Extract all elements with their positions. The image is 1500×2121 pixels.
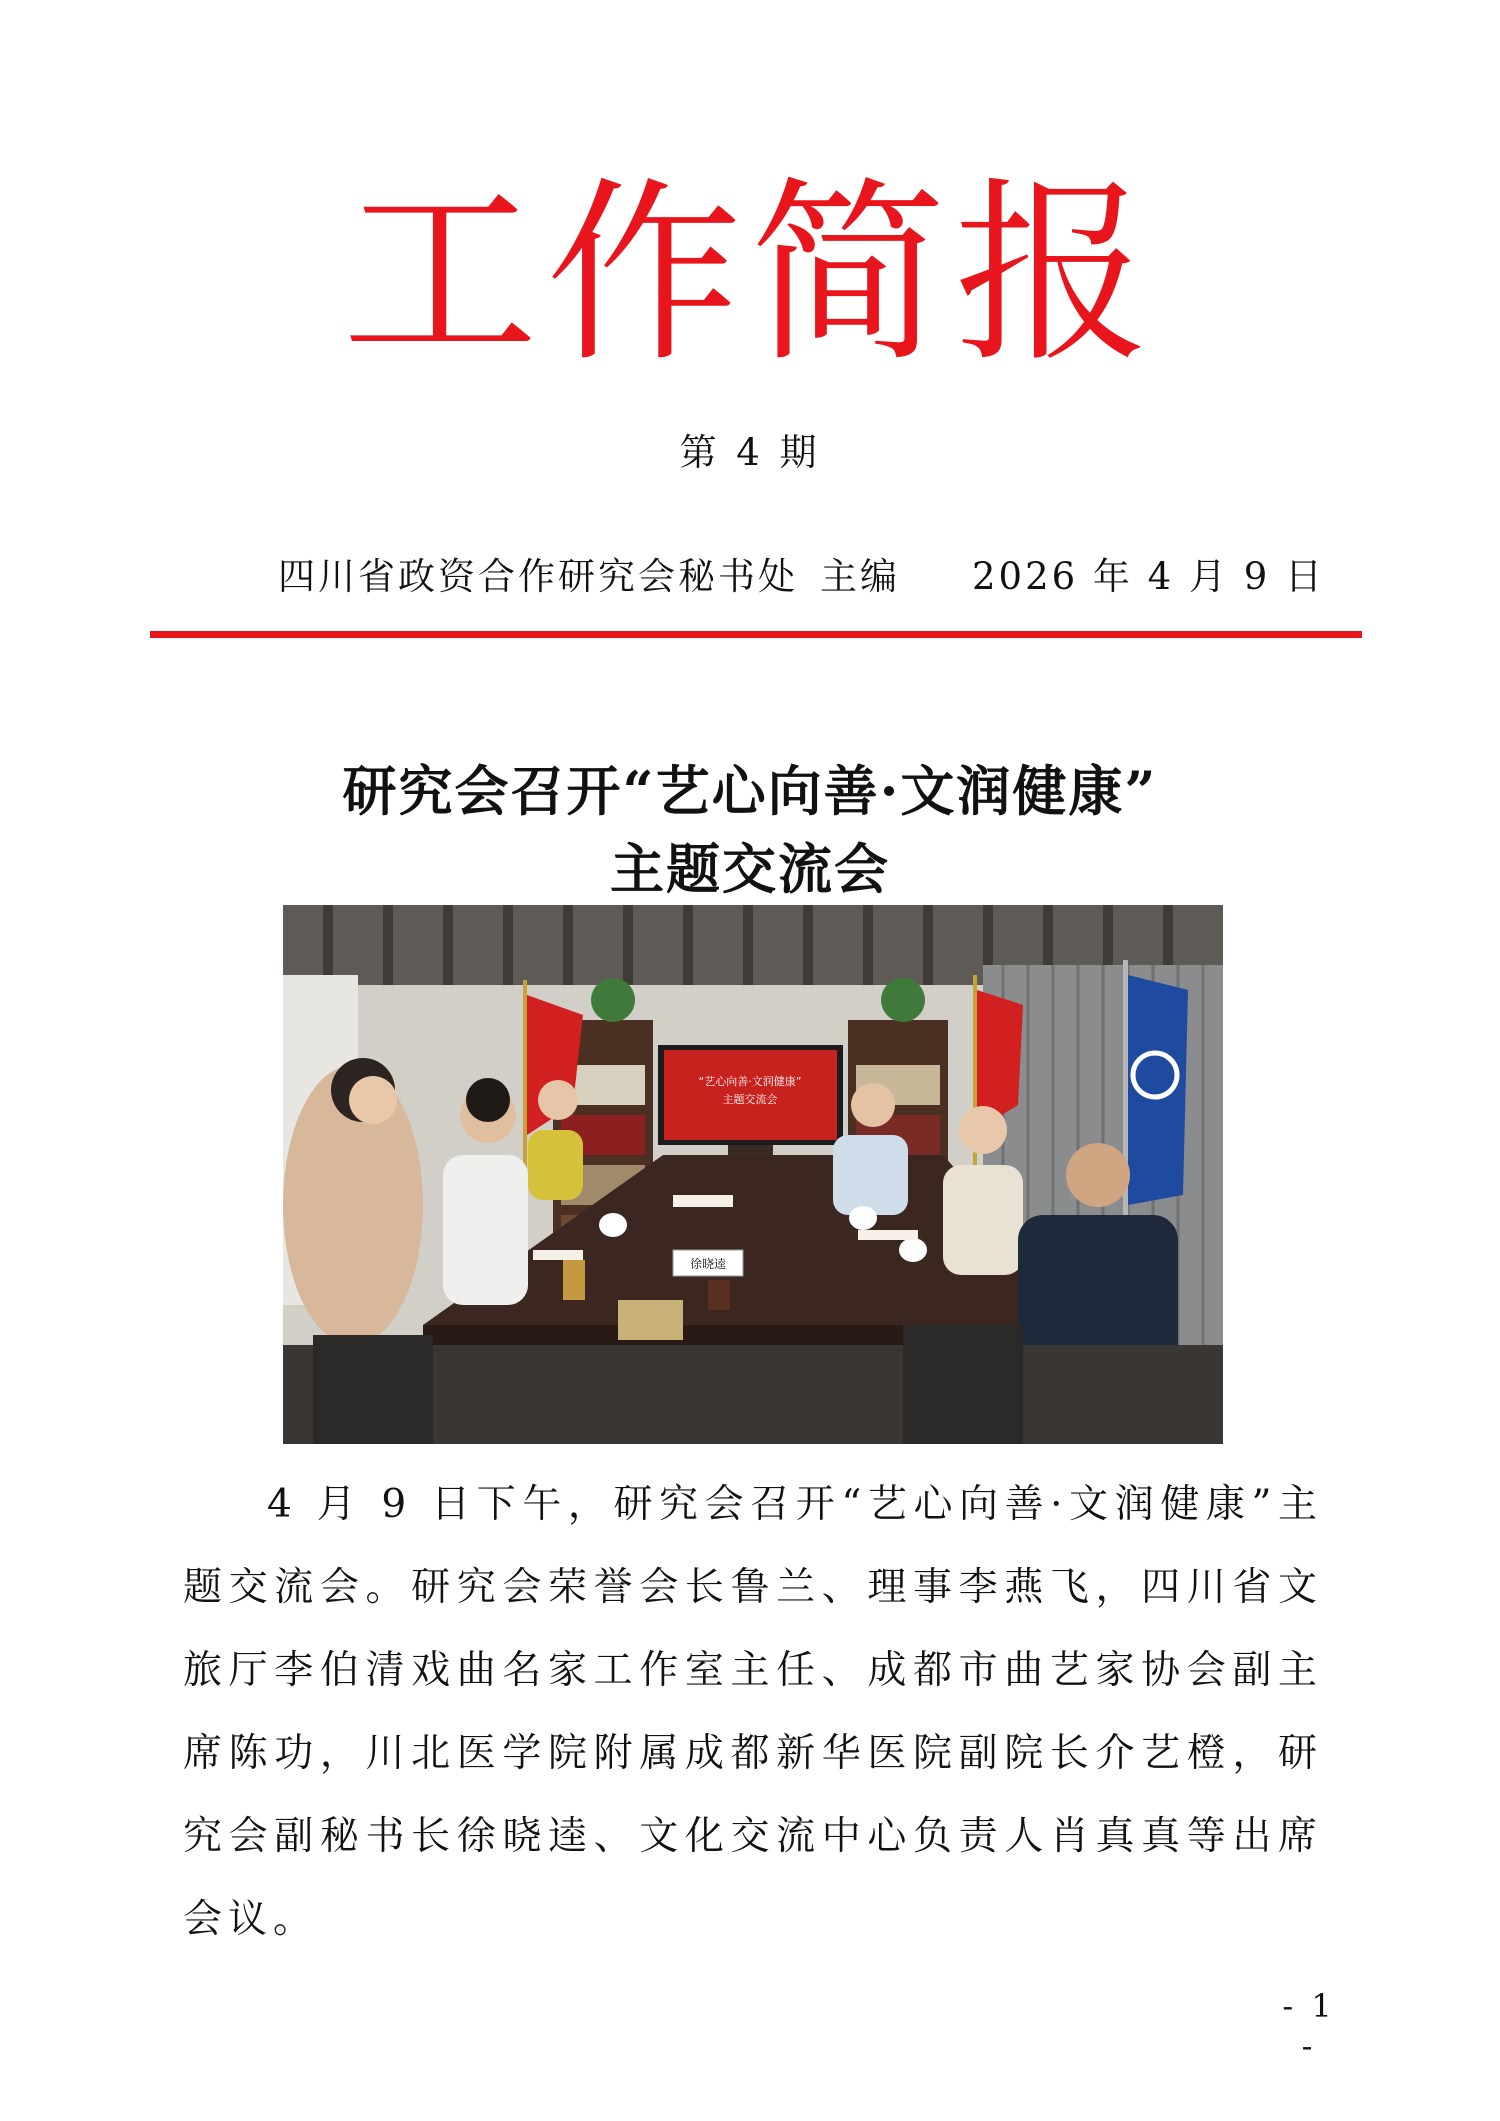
meeting-photo-illustration xyxy=(283,905,1223,1444)
publisher-organization: 四川省政资合作研究会秘书处 xyxy=(278,555,798,598)
screen-subtitle: 主题交流会 xyxy=(722,1093,778,1106)
page-number: - 1 - xyxy=(1282,1987,1336,2065)
name-card-text: 徐晓逵 xyxy=(689,1257,727,1271)
red-divider xyxy=(150,631,1362,638)
article-title xyxy=(0,752,1500,908)
masthead-title: 工作简报 xyxy=(341,161,1158,389)
article-title-line-2: 主题交流会 xyxy=(610,837,890,901)
issue-label: 第 4 期 xyxy=(679,431,821,474)
meeting-photo xyxy=(283,905,1223,1444)
publisher-role: 主编 xyxy=(820,555,900,598)
issue-number xyxy=(0,428,1500,478)
publisher-line xyxy=(278,552,1326,602)
publication-date: 2026 年 4 月 9 日 xyxy=(972,555,1326,598)
screen-title: “艺心向善·文润健康” xyxy=(698,1075,802,1088)
article-body: 4 月 9 日下午，研究会召开“艺心向善·文润健康”主题交流会。研究会荣誉会长鲁兰、理事李燕飞，四川省文旅厅李伯清戏曲名家工作室主任、成都市曲艺家协会副主席陈功，川北医学院附属成都新华医院副院长介艺橙，研究会副秘书长徐晓逵、文化交流中心负责人肖真真等出席会议。 xyxy=(183,1482,1323,1942)
article-title-line-1: 研究会召开“艺心向善·文润健康” xyxy=(342,759,1158,823)
